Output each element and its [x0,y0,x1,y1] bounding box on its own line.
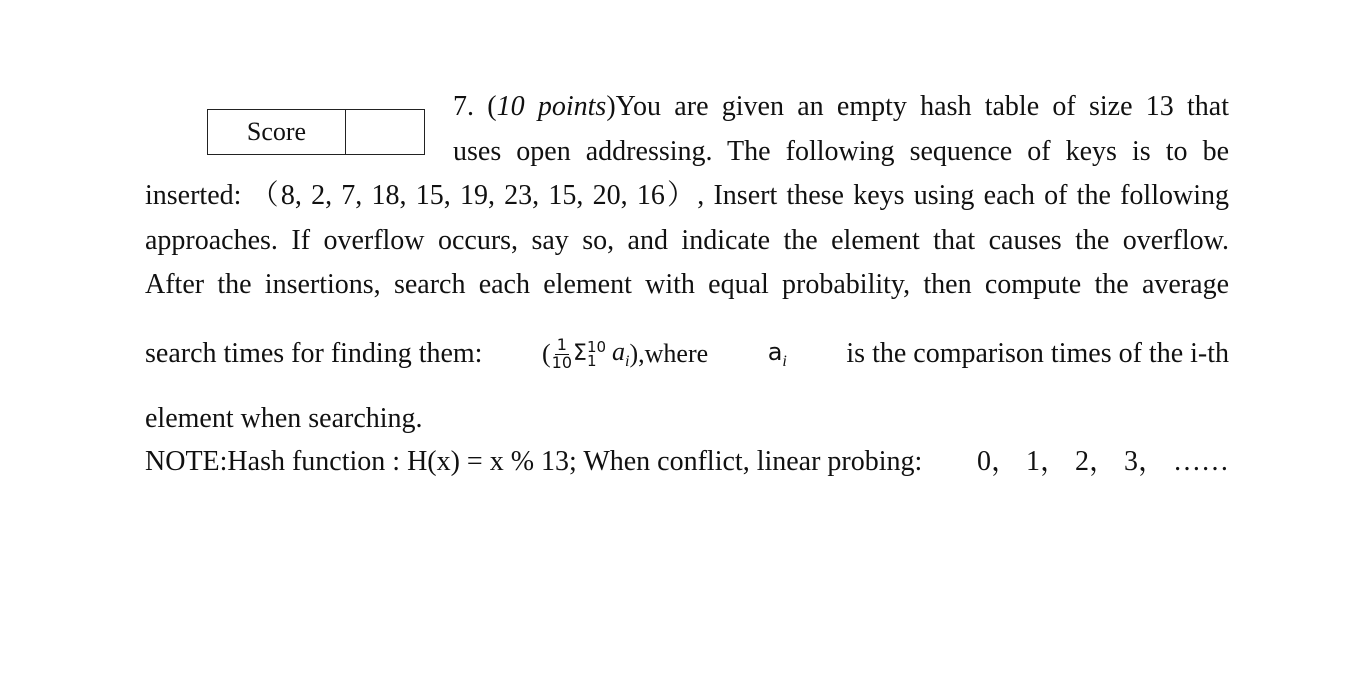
score-box [207,109,425,155]
fraction-numerator: 1 [556,335,567,354]
variable-a-i [768,338,787,370]
formula-close-where: ),where [629,339,709,369]
question-line-6-start: search times for finding them: [145,338,483,370]
question-line-7: element when searching. [145,403,423,434]
variable-subscript: i [782,353,787,371]
question-line-6-end: is the comparison times of the i-th [846,338,1229,370]
average-formula [542,337,708,372]
fraction-denominator: 10 [551,352,573,372]
sum-lower-limit: 1 [586,352,597,371]
formula-open-paren: ( [542,339,551,369]
question-points: 10 points [496,91,607,122]
variable-a: a [767,338,783,367]
question-line-2: uses open addressing. The following sequence of keys is to be [453,136,1229,167]
sum-limits [587,340,606,369]
formula-fraction [552,337,572,372]
note-hash-function: NOTE:Hash function : H(x) = x % 13; When conflict, linear probing: [145,446,923,477]
sigma-symbol: Σ [573,341,587,367]
formula-subscript: i [625,352,630,370]
question-line-5: After the insertions, search each element with equal probability, then compute the average [145,269,1229,300]
score-value-cell [346,110,424,154]
question-line-6 [145,337,1229,372]
note-line [145,448,1229,476]
question-line-1-text: )You are given an empty hash table of size 13 that [606,91,1230,122]
question-line-3: inserted: （8, 2, 7, 18, 15, 19, 23, 15, 20, 16）, Insert these keys using each of the following [145,180,1229,211]
formula-a: a [612,336,626,366]
formula-variable [612,336,630,370]
question-number: 7. ( [453,91,497,122]
note-probing-sequence: 0， 1， 2， 3， …… [976,446,1229,477]
question-line-1 [453,93,1229,121]
score-label: Score [208,110,346,154]
question-line-4: approaches. If overflow occurs, say so, and indicate the element that causes the overflow. [145,225,1229,256]
sum-upper-limit: 10 [586,338,607,357]
